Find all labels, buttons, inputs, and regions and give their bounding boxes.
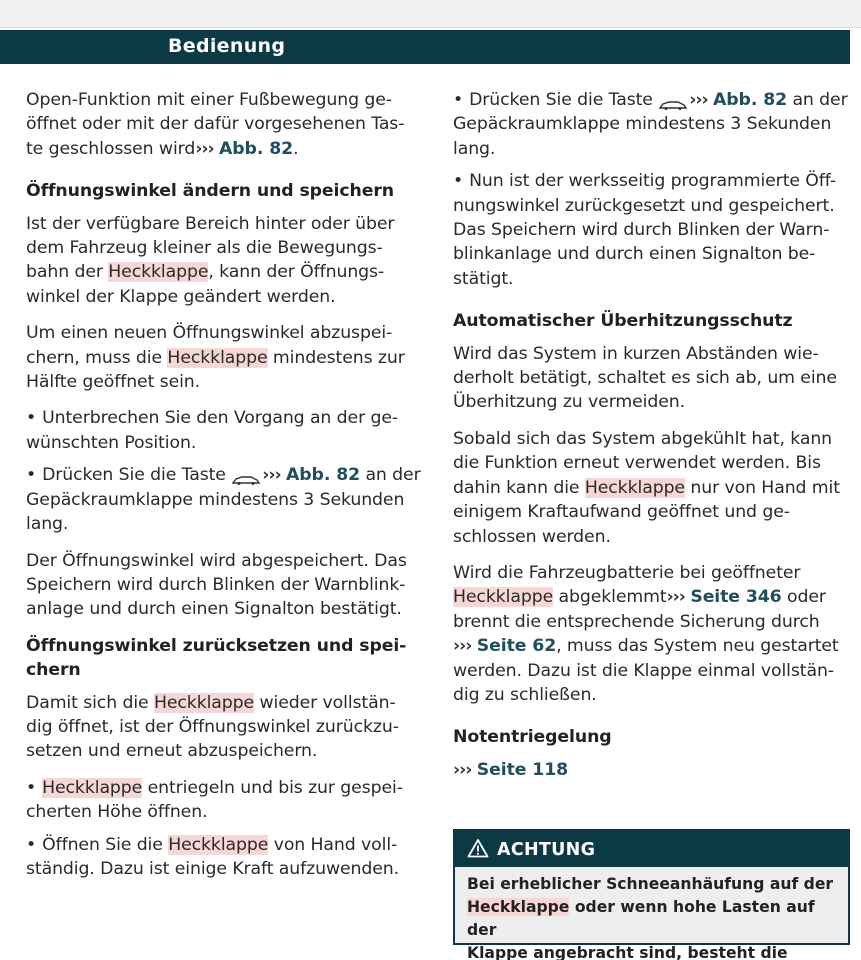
paragraph-line: bahn der Heckklappe, kann der Öffnungs- <box>26 262 385 283</box>
section-header <box>0 30 850 64</box>
warning-title: ACHTUNG <box>497 840 596 860</box>
paragraph-line: dem Fahrzeug kleiner als die Bewegungs- <box>26 238 383 259</box>
paragraph-line: winkel der Klappe geändert werden. <box>26 286 336 307</box>
paragraph-line: brennt die entsprechende Sicherung durch <box>453 611 820 632</box>
page-link[interactable]: Seite 118 <box>476 759 569 780</box>
bullet-item: • Nun ist der werksseitig programmierte Öff- <box>453 169 853 193</box>
paragraph-line: Das Speichern wird durch Blinken der Warn- <box>453 220 830 241</box>
highlight-term: Heckklappe <box>453 587 554 608</box>
paragraph-line: dig öffnet, ist der Öffnungswinkel zurückzu- <box>26 716 399 737</box>
heading-reset-angle: Öffnungswinkel zurücksetzen und spei- <box>26 635 407 656</box>
paragraph-line: dig zu schließen. <box>453 684 597 705</box>
paragraph-line: Der Öffnungswinkel wird abgespeichert. Das <box>26 550 407 571</box>
paragraph-line: Um einen neuen Öffnungswinkel abzuspei- <box>26 323 393 344</box>
heading-change-angle: Öffnungswinkel ändern und speichern <box>26 181 394 202</box>
paragraph-line: Hälfte geöffnet sein. <box>26 372 201 393</box>
bullet-continuation: Gepäckraumklappe mindestens 3 Sekunden <box>26 489 405 510</box>
ref-arrows: ››› <box>453 759 472 780</box>
highlight-term: Heckklappe <box>167 347 268 368</box>
paragraph-line: Wird die Fahrzeugbatterie bei geöffneter <box>453 562 801 583</box>
intro-line: Open-Funktion mit einer Fußbewegung ge- <box>26 90 392 110</box>
bullet-continuation: cherten Höhe öffnen. <box>26 802 208 823</box>
section-title: Bedienung <box>168 35 286 57</box>
warning-triangle-icon <box>467 838 489 858</box>
car-tailgate-icon <box>231 469 261 481</box>
bullet-item: • Unterbrechen Sie den Vorgang an der ge- <box>26 406 426 430</box>
paragraph-line: die Funktion erneut verwendet werden. Bis <box>453 453 821 474</box>
bullet-item: • Heckklappe entriegeln und bis zur gespei- <box>26 776 426 800</box>
paragraph-line: chern, muss die Heckklappe mindestens zur <box>26 347 405 368</box>
warning-header <box>455 831 848 867</box>
warning-box <box>453 829 850 960</box>
paragraph-line: ››› Seite 62, muss das System neu gestartet <box>453 636 839 657</box>
highlight-term: Heckklappe <box>42 777 143 798</box>
ref-arrows: ››› <box>453 636 472 657</box>
bullet-continuation: nungswinkel zurückgesetzt und gespeichert. <box>453 195 835 216</box>
figure-link[interactable]: Abb. 82 <box>219 138 294 159</box>
bullet-item: • Drücken Sie die Taste ››› Abb. 82 an der <box>453 88 853 112</box>
page-link[interactable]: Seite 346 <box>690 587 782 608</box>
highlight-term: Heckklappe <box>467 898 570 916</box>
top-margin <box>0 0 861 28</box>
left-column <box>26 88 426 881</box>
bullet-continuation: lang. <box>26 514 69 535</box>
car-tailgate-icon <box>658 94 688 106</box>
heading-emergency-release: Notentriegelung <box>453 727 612 748</box>
paragraph-line: dahin kann die Heckklappe nur von Hand mit <box>453 477 840 498</box>
right-column <box>453 88 853 782</box>
highlight-term: Heckklappe <box>153 692 255 713</box>
paragraph-line: Überhitzung zu vermeiden. <box>453 392 686 413</box>
heading-reset-angle: chern <box>26 660 81 681</box>
highlight-term: Heckklappe <box>168 834 269 855</box>
paragraph-line: Wird das System in kurzen Abständen wie- <box>453 343 819 364</box>
paragraph-line: einigem Kraftaufwand geöffnet und ge- <box>453 502 790 523</box>
highlight-term: Heckklappe <box>584 477 685 498</box>
paragraph-line: Sobald sich das System abgekühlt hat, kann <box>453 428 833 449</box>
highlight-term: Heckklappe <box>108 262 209 283</box>
paragraph-line: Speichern wird durch Blinken der Warnblink- <box>26 574 406 595</box>
bullet-item: • Drücken Sie die Taste ››› Abb. 82 an der <box>26 463 426 487</box>
ref-arrows: ››› <box>195 138 214 159</box>
bullet-continuation: lang. <box>453 138 496 159</box>
paragraph-line: Ist der verfügbare Bereich hinter oder über <box>26 213 395 234</box>
ref-arrows: ››› <box>262 465 281 486</box>
ref-arrows: ››› <box>689 90 708 110</box>
paragraph-line <box>453 758 853 782</box>
bullet-continuation: Gepäckraumklappe mindestens 3 Sekunden <box>453 114 832 135</box>
page-link[interactable]: Seite 62 <box>476 636 557 657</box>
bullet-continuation: ständig. Dazu ist einige Kraft aufzuwenden. <box>26 858 400 879</box>
intro-line: öffnet oder mit der dafür vorgesehenen Tas- <box>26 114 405 135</box>
paragraph-line: blinkanlage und durch einen Signalton be- <box>453 244 816 265</box>
paragraph-line: anlage und durch einen Signalton bestätigt. <box>26 599 402 620</box>
paragraph-line: derholt betätigt, schaltet es sich ab, um eine <box>453 368 837 389</box>
warning-text <box>455 867 848 960</box>
bullet-continuation: wünschten Position. <box>26 432 197 453</box>
paragraph-line: stätigt. <box>453 268 514 289</box>
paragraph-line: schlossen werden. <box>453 526 611 547</box>
figure-link[interactable]: Abb. 82 <box>713 90 788 110</box>
figure-link[interactable]: Abb. 82 <box>286 465 361 486</box>
warning-line: Klappe angebracht sind, besteht die <box>467 944 788 960</box>
paragraph-line: werden. Dazu ist die Klappe einmal vollstän- <box>453 660 834 681</box>
ref-arrows: ››› <box>666 587 685 608</box>
heading-overheat: Automatischer Überhitzungsschutz <box>453 311 793 332</box>
paragraph-line: Damit sich die Heckklappe wieder vollstän- <box>26 692 396 713</box>
paragraph-line: setzen und erneut abzuspeichern. <box>26 741 318 762</box>
paragraph-line: Heckklappe abgeklemmt››› Seite 346 oder <box>453 587 826 608</box>
intro-line: te geschlossen wird››› Abb. 82. <box>26 138 299 159</box>
warning-line: Bei erheblicher Schneeanhäufung auf der <box>467 875 834 893</box>
bullet-item: • Öffnen Sie die Heckklappe von Hand voll- <box>26 833 426 857</box>
warning-line: Heckklappe oder wenn hohe Lasten auf der <box>467 898 815 939</box>
